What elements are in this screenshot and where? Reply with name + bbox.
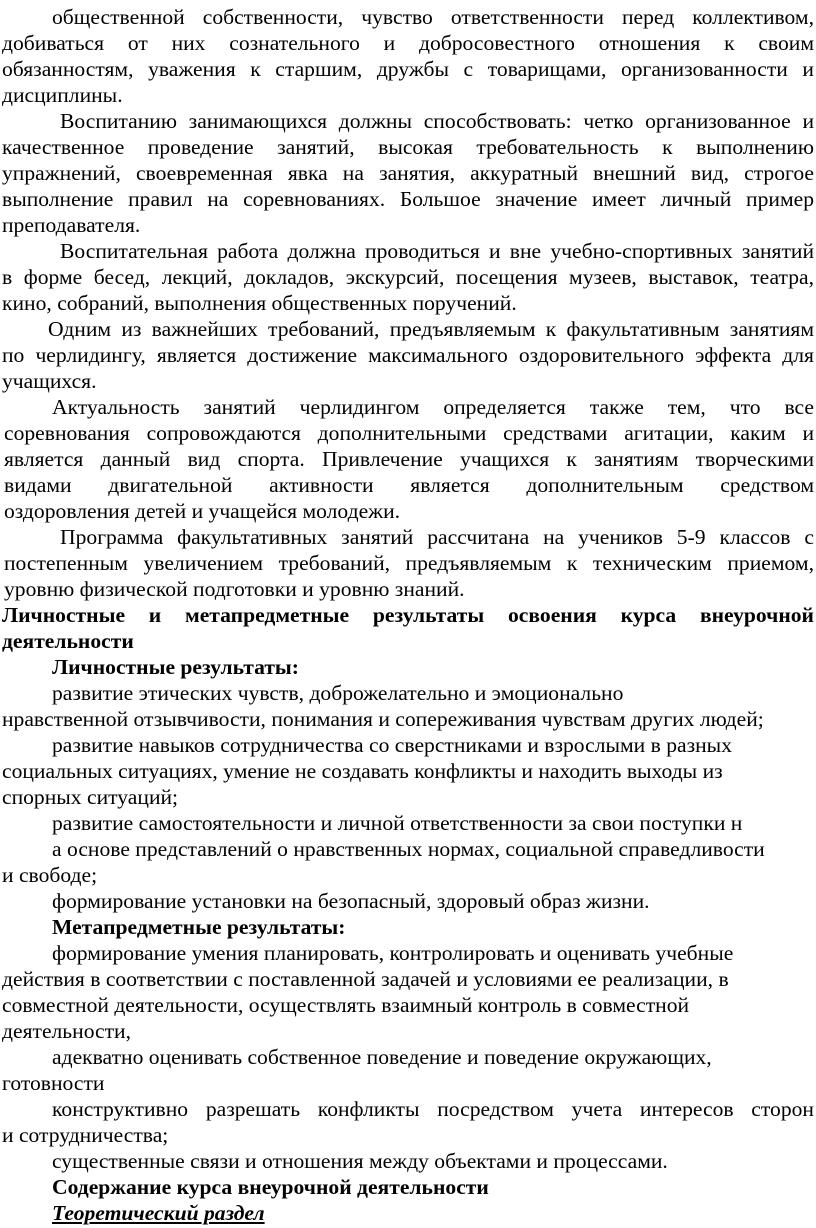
- text-line: Воспитанию занимающихся должны способствовать: четко организованное и: [60, 109, 814, 133]
- text-line: Программа факультативных занятий рассчитана на учеников 5-9 классов с: [60, 525, 814, 549]
- text-line: в форме бесед, лекций, докладов, экскурсий, посещения музеев, выставок, театра,: [2, 265, 814, 289]
- text-line: преподавателя.: [2, 213, 141, 237]
- text-line: качественное проведение занятий, высокая требовательность к выполнению: [2, 135, 814, 159]
- text-line: развитие самостоятельности и личной ответственности за свои поступки н: [52, 811, 743, 835]
- text-line: соревнования сопровождаются дополнительными средствами агитации, каким и: [4, 421, 814, 445]
- text-line: формирование установки на безопасный, здоровый образ жизни.: [52, 889, 650, 913]
- text-line: по черлидингу, является достижение максимального оздоровительного эффекта для: [2, 343, 814, 367]
- heading-line: Теоретический раздел: [52, 1201, 265, 1225]
- text-line: является данный вид спорта. Привлечение учащихся к занятиям творческими: [4, 447, 814, 471]
- text-line: и сотрудничества;: [2, 1123, 169, 1147]
- text-line: учащихся.: [2, 369, 97, 393]
- text-line: выполнение правил на соревнованиях. Большое значение имеет личный пример: [2, 187, 814, 211]
- text-line: Одним из важнейших требований, предъявляемым к факультативным занятиям: [48, 317, 814, 341]
- text-line: упражнений, своевременная явка на занятия, аккуратный внешний вид, строгое: [2, 161, 814, 185]
- heading-line: Личностные результаты:: [52, 655, 299, 679]
- text-line: общественной собственности, чувство ответственности перед коллективом,: [52, 5, 814, 29]
- text-line: спорных ситуаций;: [2, 785, 179, 809]
- text-line: Воспитательная работа должна проводиться и вне учебно-спортивных занятий: [60, 239, 814, 263]
- text-line: а основе представлений о нравственных нормах, социальной справедливости: [52, 837, 765, 861]
- text-line: Актуальность занятий черлидингом определяется также тем, что все: [52, 395, 814, 419]
- text-line: развитие навыков сотрудничества со сверстниками и взрослыми в разных: [52, 733, 732, 757]
- text-line: развитие этических чувств, доброжелательно и эмоционально: [52, 681, 624, 705]
- text-line: деятельности,: [2, 1019, 132, 1043]
- text-line: дисциплины.: [2, 83, 123, 107]
- text-line: видами двигательной активности является дополнительным средством: [4, 473, 814, 497]
- text-line: добиваться от них сознательного и добросовестного отношения к своим: [2, 31, 814, 55]
- text-line: готовности: [2, 1071, 105, 1095]
- text-line: обязанностям, уважения к старшим, дружбы с товарищами, организованности и: [2, 57, 814, 81]
- heading-line: Метапредметные результаты:: [52, 915, 346, 939]
- text-line: конструктивно разрешать конфликты посредством учета интересов сторон: [52, 1097, 814, 1121]
- text-line: адекватно оценивать собственное поведение и поведение окружающих,: [52, 1045, 712, 1069]
- text-line: существенные связи и отношения между объектами и процессами.: [52, 1149, 668, 1173]
- text-line: кино, собраний, выполнения общественных поручений.: [2, 291, 517, 315]
- text-line: совместной деятельности, осуществлять взаимный контроль в совместной: [2, 993, 690, 1017]
- heading-line: Личностные и метапредметные результаты освоения курса внеурочной: [2, 603, 814, 627]
- text-line: постепенным увеличением требований, предъявляемым к техническим приемом,: [4, 551, 814, 575]
- text-line: и свободе;: [2, 863, 98, 887]
- text-line: социальных ситуациях, умение не создавать конфликты и находить выходы из: [2, 759, 723, 783]
- text-line: оздоровления детей и учащейся молодежи.: [4, 499, 401, 523]
- text-line: уровню физической подготовки и уровню знаний.: [4, 577, 465, 601]
- text-line: нравственной отзывчивости, понимания и сопереживания чувствам других людей;: [2, 707, 764, 731]
- heading-line: Содержание курса внеурочной деятельности: [52, 1175, 489, 1199]
- text-line: действия в соответствии с поставленной задачей и условиями ее реализации, в: [2, 967, 729, 991]
- text-line: формирование умения планировать, контролировать и оценивать учебные: [52, 941, 734, 965]
- heading-line: деятельности: [2, 629, 134, 653]
